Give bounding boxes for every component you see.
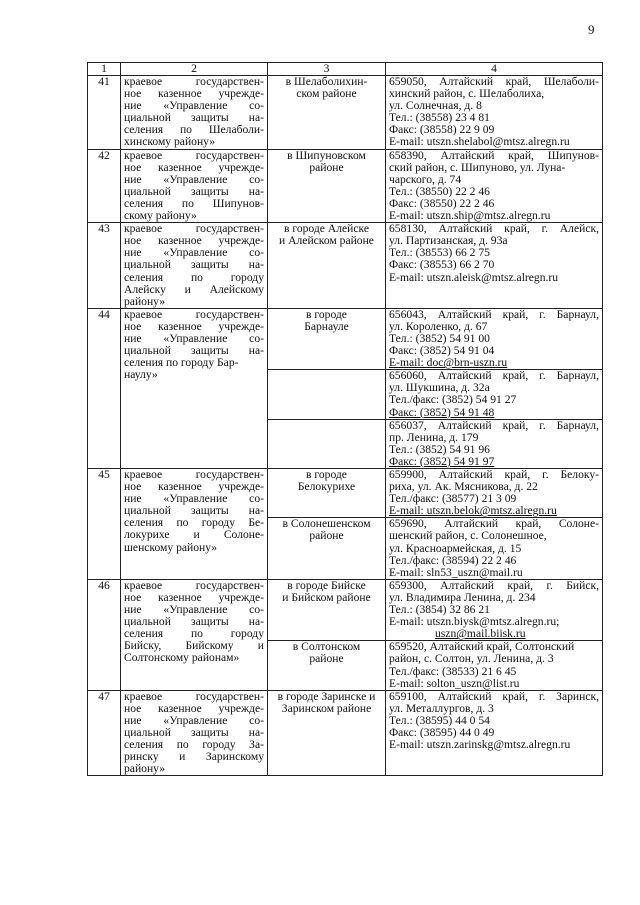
district-line: Барнауле <box>304 319 349 333</box>
table-body <box>88 76 603 776</box>
district-cell <box>268 223 386 309</box>
organization-line: краевое государствен- <box>124 75 264 88</box>
contact-cell <box>386 223 603 309</box>
district-line: районе <box>309 160 344 174</box>
contact-line: Тел./факс: (38594) 22 2 46 <box>389 553 517 567</box>
organization-line: циальной защиты на- <box>124 344 264 358</box>
table-row <box>88 223 603 309</box>
contact-line: Тел.: (38595) 44 0 54 <box>389 713 490 727</box>
contact-line: ул. Шукшина, д. 32а <box>389 381 490 395</box>
contact-line: ул. Красноармейская, д. 15 <box>389 541 522 555</box>
contact-line: Тел.: (38558) 23 4 81 <box>389 111 490 125</box>
row-number: 46 <box>88 579 121 690</box>
contact-line: шенский район, с. Солонешное, <box>389 529 547 543</box>
district-line: в городе Алейске <box>284 222 369 236</box>
email-line: E-mail: utszn.shelabol@mtsz.alregn.ru <box>389 135 570 149</box>
table-row <box>88 579 603 640</box>
organization-line: селения по городу За- <box>124 738 264 752</box>
organization-line: краевое государствен- <box>124 307 264 321</box>
organization-line: селения по городу Бар- <box>124 356 239 370</box>
organization-line: ное казенное учрежде- <box>124 160 264 174</box>
contact-line: пр. Ленина, д. 179 <box>389 430 479 444</box>
district-line: в городе Заринске и <box>277 689 376 703</box>
contact-line: ул. Партизанская, д. 93а <box>389 234 508 248</box>
contact-cell <box>386 76 603 150</box>
organization-name <box>121 149 268 223</box>
organization-name <box>121 223 268 309</box>
district-cell <box>268 641 386 690</box>
organization-line: ное казенное учрежде- <box>124 480 264 494</box>
organization-line: циальной защиты на- <box>124 258 264 272</box>
contact-cell <box>386 579 603 640</box>
organization-line: шенскому району» <box>124 540 218 554</box>
organization-line: ние «Управление со- <box>124 492 264 506</box>
contact-line: 658130, Алтайский край, г. Алейск, <box>389 222 599 236</box>
organization-line: наулу» <box>124 368 158 382</box>
email-line: E-mail: utszn.biysk@mtsz.alregn.ru; <box>389 615 560 629</box>
table-row <box>88 149 603 223</box>
organization-line: ное казенное учрежде- <box>124 234 264 248</box>
district-cell <box>268 579 386 640</box>
district-cell <box>268 419 386 468</box>
district-cell <box>268 149 386 223</box>
contact-line: Факс: (38553) 66 2 70 <box>389 258 495 272</box>
district-line: в городе <box>306 307 347 321</box>
contact-line: ул. Солнечная, д. 8 <box>389 99 482 113</box>
district-line: Заринском районе <box>281 701 372 715</box>
organization-line: селения по городу Бе- <box>124 516 264 530</box>
organization-line: ние «Управление со- <box>124 713 264 727</box>
organization-line: скому району» <box>124 209 197 223</box>
contact-line: Тел./факс: (38577) 21 3 09 <box>389 492 517 506</box>
contact-line: ул. Металлургов, д. 3 <box>389 701 494 715</box>
contact-line: 659900, Алтайский край, г. Белоку- <box>389 468 599 481</box>
organization-line: ное казенное учрежде- <box>124 87 264 101</box>
district-line: в городе Бийске <box>287 578 366 592</box>
table-row <box>88 690 603 776</box>
contact-line: Факс: (38558) 22 9 09 <box>389 123 495 137</box>
contact-line: ский район, с. Шипуново, ул. Луна- <box>389 160 566 174</box>
district-cell <box>268 469 386 518</box>
district-cell <box>268 308 386 369</box>
contact-cell <box>386 370 603 419</box>
email-line: E-mail: doc@brn-uszn.ru <box>389 356 508 370</box>
contact-line: Тел./факс: (38533) 21 6 45 <box>389 664 517 678</box>
contact-line: риха, ул. Ак. Мясникова, д. 22 <box>389 480 538 494</box>
organization-line: ринску и Заринскому <box>124 750 264 764</box>
contact-line: Факс: (3852) 54 91 04 <box>389 344 495 358</box>
organization-line: Солтонскому районам» <box>124 651 240 665</box>
organization-line: ние «Управление со- <box>124 246 264 260</box>
organization-name <box>121 579 268 690</box>
contact-line: ул. Короленко, д. 67 <box>389 319 488 333</box>
table-row <box>88 76 603 150</box>
row-number: 45 <box>88 469 121 580</box>
col-header-4: 4 <box>386 63 603 76</box>
contact-line: 656060, Алтайский край, г. Барнаул, <box>389 369 599 383</box>
district-line: в Солтонском <box>292 640 361 654</box>
organization-line: ние «Управление со- <box>124 172 264 186</box>
organization-line: селения по городу <box>124 270 264 284</box>
organization-line: краевое государствен- <box>124 148 264 162</box>
page-number: 9 <box>588 22 595 37</box>
contact-line: 656037, Алтайский край, г. Барнаул, <box>389 418 599 432</box>
organization-line: району» <box>124 294 166 308</box>
district-line: в городе <box>306 468 347 481</box>
organization-line: циальной защиты на- <box>124 725 264 739</box>
district-line: районе <box>309 529 344 543</box>
organization-line: циальной защиты на- <box>124 111 264 125</box>
contact-cell <box>386 690 603 776</box>
row-number: 47 <box>88 690 121 776</box>
organization-line: ние «Управление со- <box>124 331 264 345</box>
contact-line: Тел.: (3852) 54 91 96 <box>389 442 490 456</box>
contact-cell <box>386 149 603 223</box>
organization-line: краевое государствен- <box>124 578 264 592</box>
offices-table <box>87 62 603 776</box>
organization-line: ное казенное учрежде- <box>124 701 264 715</box>
organization-name <box>121 469 268 580</box>
col-header-3: 3 <box>268 63 386 76</box>
email-line: E-mail: solton_uszn@list.ru <box>389 676 520 690</box>
district-line: Белокурихе <box>297 480 356 494</box>
contact-line: хинский район, с. Шелаболиха, <box>389 87 545 101</box>
district-cell <box>268 370 386 419</box>
organization-line: хинскому району» <box>124 135 216 149</box>
contact-line: Факс: (3852) 54 91 48 <box>389 405 495 419</box>
row-number: 44 <box>88 308 121 468</box>
district-line: в Шелаболихин- <box>285 75 368 88</box>
table-row <box>88 469 603 518</box>
district-line: в Солонешенском <box>282 517 371 531</box>
organization-line: ние «Управление со- <box>124 603 264 617</box>
organization-line: селения по городу <box>124 627 264 641</box>
col-header-2: 2 <box>121 63 268 76</box>
row-number: 43 <box>88 223 121 309</box>
district-cell <box>268 518 386 579</box>
contact-line: Факс: (3852) 54 91 97 <box>389 454 495 468</box>
contact-line: район, с. Солтон, ул. Ленина, д. 3 <box>389 652 554 666</box>
contact-line: 659520, Алтайский край, Солтонский <box>389 640 575 654</box>
contact-line: Тел./факс: (3852) 54 91 27 <box>389 393 517 407</box>
contact-cell <box>386 308 603 369</box>
email-line: E-mail: utszn.zarinskg@mtsz.alregn.ru <box>389 738 571 752</box>
contact-cell <box>386 419 603 468</box>
district-line: районе <box>309 652 344 666</box>
contact-line: Тел.: (3852) 54 91 00 <box>389 331 490 345</box>
organization-line: ное казенное учрежде- <box>124 319 264 333</box>
contact-cell <box>386 469 603 518</box>
organization-line: циальной защиты на- <box>124 615 264 629</box>
contact-line: Факс: (38550) 22 2 46 <box>389 196 495 210</box>
organization-line: краевое государствен- <box>124 222 264 236</box>
district-cell <box>268 76 386 150</box>
contact-line: 659100, Алтайский край, г. Заринск, <box>389 689 599 703</box>
contact-cell <box>386 641 603 690</box>
organization-line: району» <box>124 762 166 776</box>
email-line: uszn@mail.biisk.ru <box>435 627 526 641</box>
district-line: и Бийском районе <box>282 590 371 604</box>
contact-line: 659050, Алтайский край, Шелаболи- <box>389 75 599 88</box>
email-line: E-mail: utszn.belok@mtsz.alregn.ru <box>389 504 557 518</box>
email-line: E-mail: utszn.ship@mtsz.alregn.ru <box>389 209 551 223</box>
contact-line: 659690, Алтайский край, Солоне- <box>389 517 599 531</box>
col-header-1: 1 <box>88 63 121 76</box>
organization-line: циальной защиты на- <box>124 184 264 198</box>
contact-line: 658390, Алтайский край, Шипунов- <box>389 148 599 162</box>
organization-line: Алейску и Алейскому <box>124 282 264 296</box>
district-line: ском районе <box>296 87 357 101</box>
contact-line: Тел.: (38553) 66 2 75 <box>389 246 490 260</box>
organization-line: ние «Управление со- <box>124 99 264 113</box>
email-line: E-mail: sln53_uszn@mail.ru <box>389 565 523 579</box>
organization-line: локурихе и Солоне- <box>124 528 264 542</box>
contact-line: 659300, Алтайский край, г. Бийск, <box>389 578 599 592</box>
organization-line: краевое государствен- <box>124 689 264 703</box>
district-cell <box>268 690 386 776</box>
organization-line: ное казенное учрежде- <box>124 590 264 604</box>
district-line: в Шипуновском <box>287 148 366 162</box>
table-row <box>88 308 603 369</box>
organization-line: селения по Шелаболи- <box>124 123 264 137</box>
contact-cell <box>386 518 603 579</box>
organization-line: краевое государствен- <box>124 468 264 481</box>
contact-line: 656043, Алтайский край, г. Барнаул, <box>389 307 599 321</box>
contact-line: Факс: (38595) 44 0 49 <box>389 725 495 739</box>
contact-line: ул. Владимира Ленина, д. 234 <box>389 590 536 604</box>
contact-line: Тел.: (38550) 22 2 46 <box>389 184 490 198</box>
header-row <box>88 63 603 76</box>
email-line: E-mail: utszn.aleisk@mtsz.alregn.ru <box>389 270 559 284</box>
row-number: 41 <box>88 76 121 150</box>
contact-line: Тел.: (3854) 32 86 21 <box>389 603 490 617</box>
organization-name <box>121 690 268 776</box>
organization-line: циальной защиты на- <box>124 504 264 518</box>
row-number: 42 <box>88 149 121 223</box>
organization-name <box>121 76 268 150</box>
organization-line: селения по Шипунов- <box>124 196 264 210</box>
organization-line: Бийску, Бийскому и <box>124 639 264 653</box>
district-line: и Алейском районе <box>279 234 374 248</box>
organization-name <box>121 308 268 468</box>
contact-line: чарского, д. 74 <box>389 172 462 186</box>
